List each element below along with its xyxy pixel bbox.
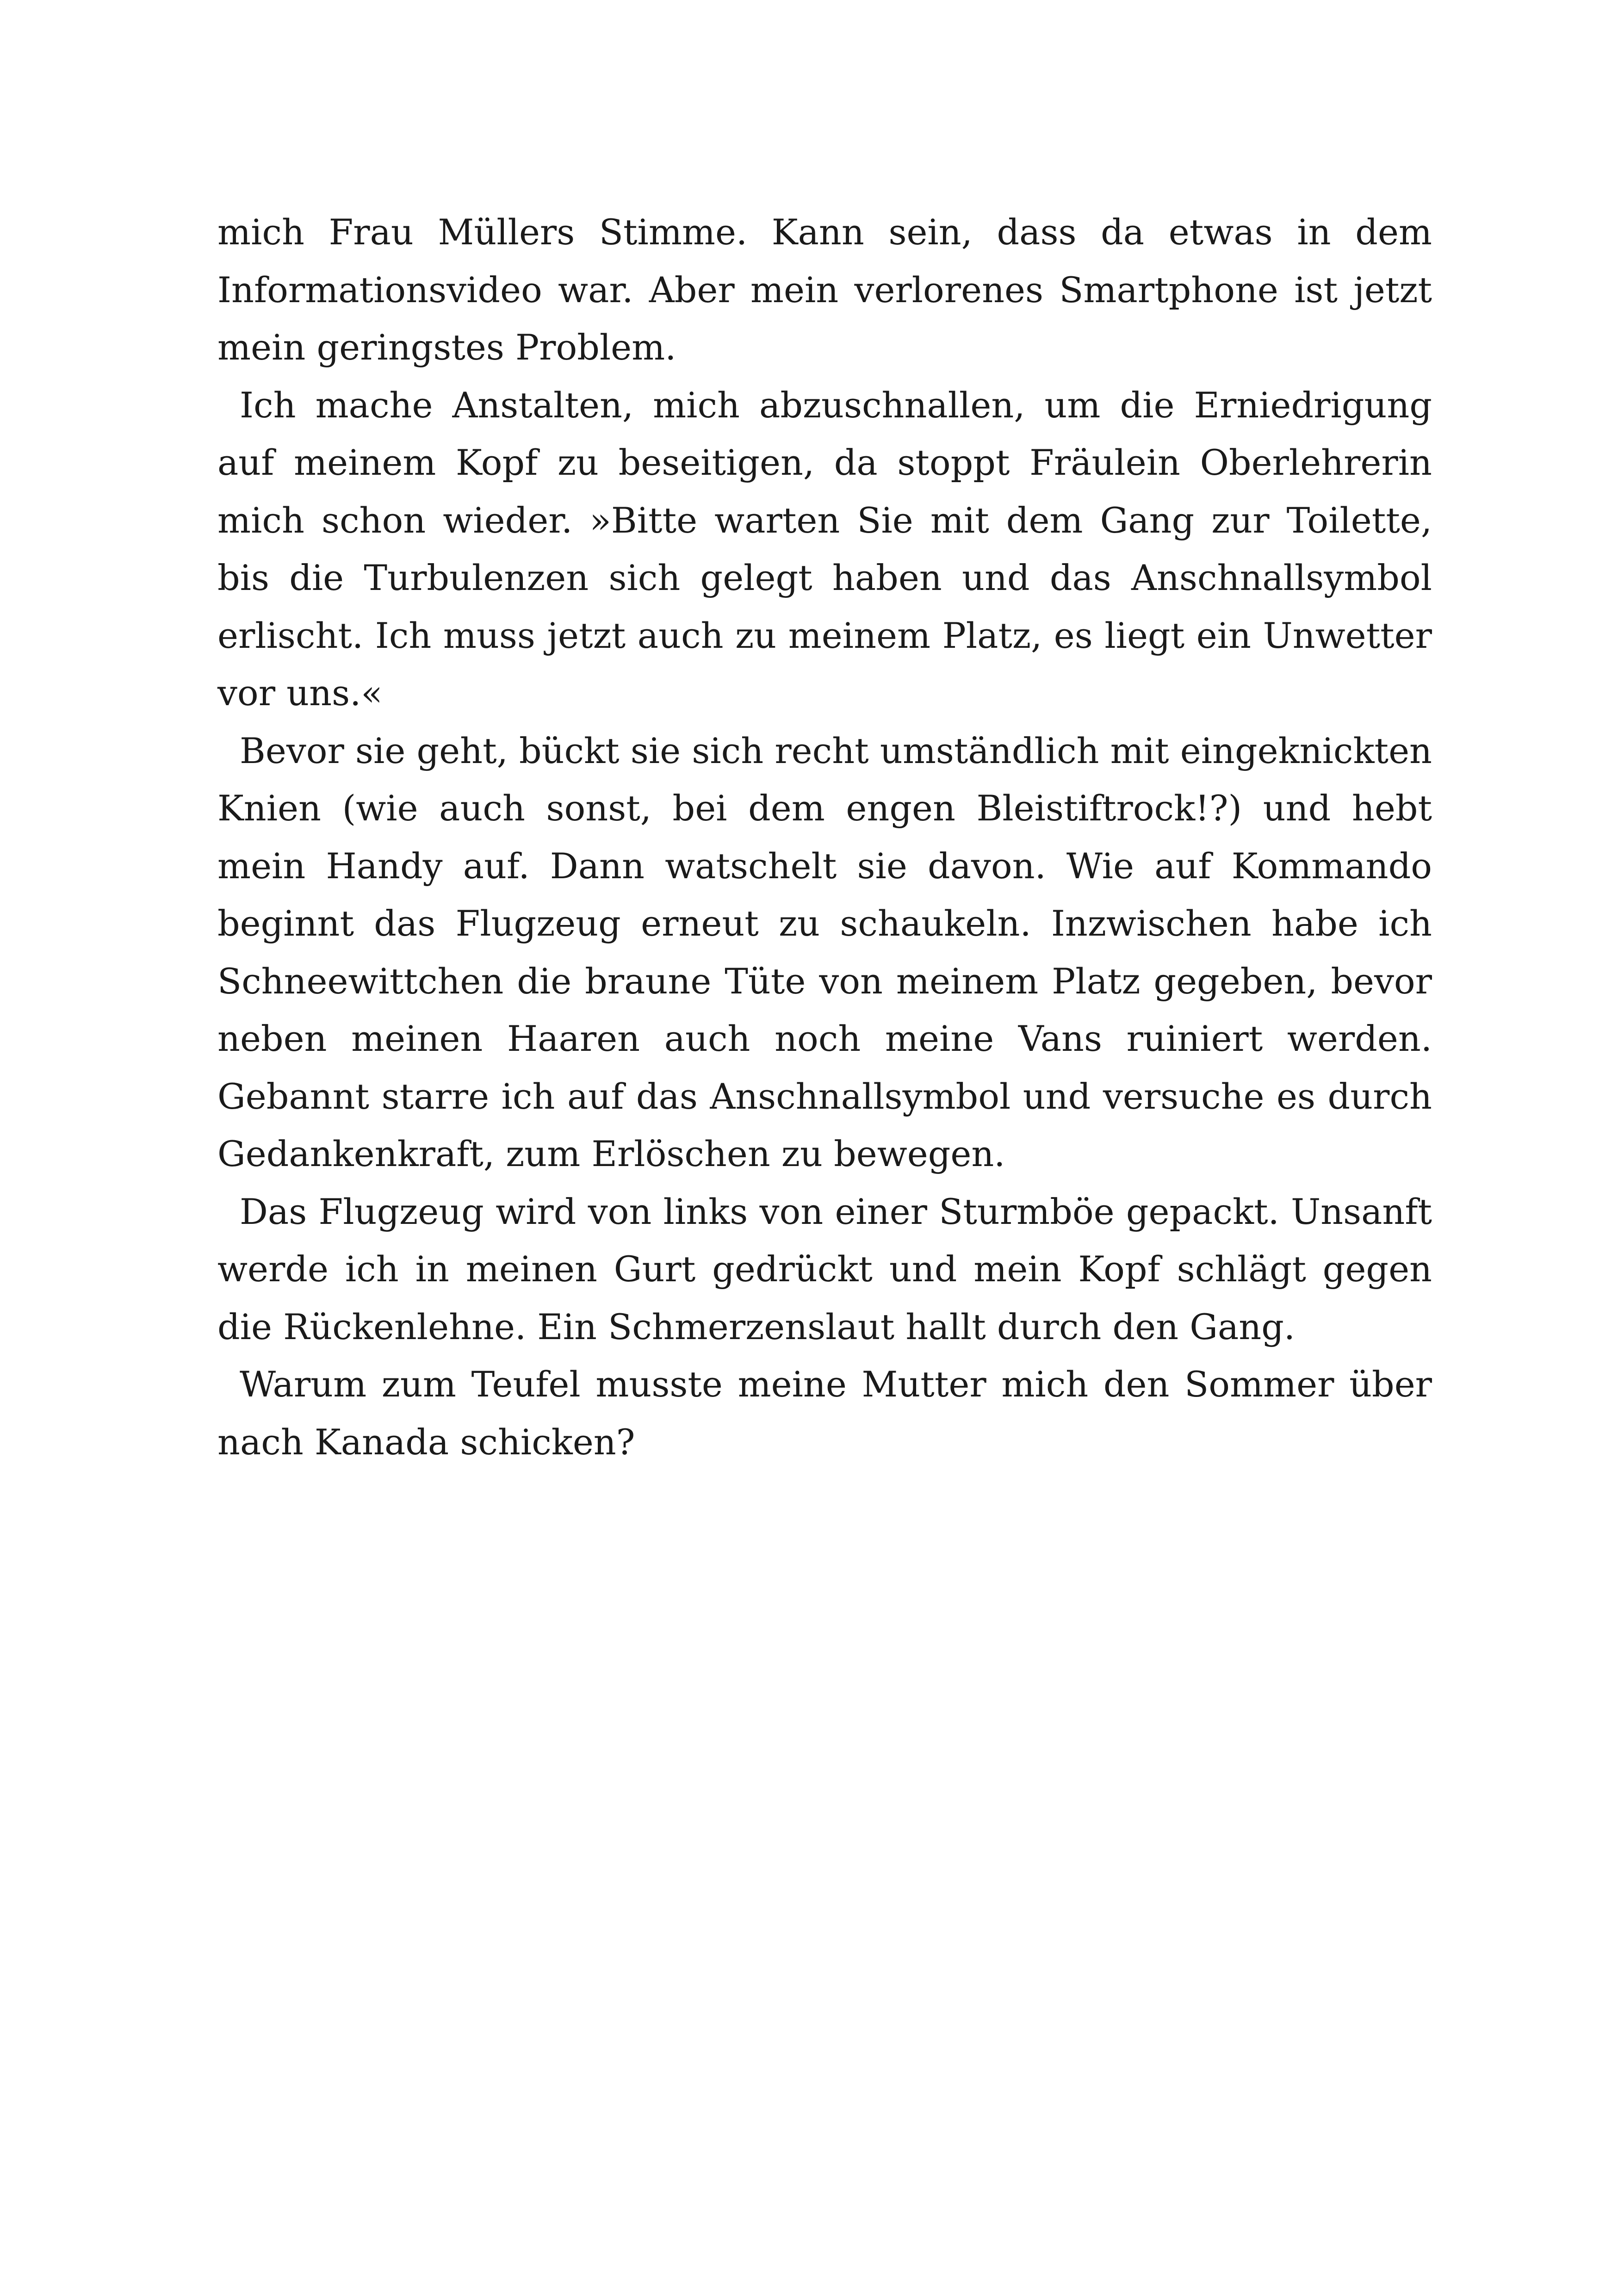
- paragraph-5: Warum zum Teufel musste meine Mutter mich den Sommer über nach Kanada schicken?: [217, 1364, 1432, 1463]
- paragraph-4: Das Flugzeug wird von links von einer Sturmböe gepackt. Unsanft werde ich in meinen Gurt gedrückt und mein Kopf schlägt gegen die Rückenlehne. Ein Schmerzenslaut hallt durch den Gang.: [217, 1191, 1432, 1347]
- paragraph-3: Bevor sie geht, bückt sie sich recht umständlich mit eingeknickten Knien (wie auch sonst, bei dem engen Bleistiftrock!?) und hebt mein Handy auf. Dann watschelt sie davon. Wie auf Kommando beginnt das Flugzeug erneut zu schaukeln. Inzwischen habe ich Schneewittchen die braune Tüte von meinem Platz gegeben, bevor neben meinen Haaren auch noch meine Vans ruiniert werden. Gebannt starre ich auf das Anschnallsymbol und versuche es durch Gedankenkraft, zum Erlöschen zu bewegen.: [217, 730, 1432, 1174]
- body-text: [217, 204, 1432, 1471]
- paragraph-2: Ich mache Anstalten, mich abzuschnallen, um die Erniedrigung auf meinem Kopf zu beseitigen, da stoppt Fräulein Oberlehrerin mich schon wieder. »Bitte warten Sie mit dem Gang zur Toilette, bis die Turbulenzen sich gelegt haben und das Anschnallsymbol erlischt. Ich muss jetzt auch zu meinem Platz, es liegt ein Unwetter vor uns.«: [217, 384, 1432, 714]
- paragraph-1: mich Frau Müllers Stimme. Kann sein, dass da etwas in dem Informationsvideo war. Aber mein verlorenes Smartphone ist jetzt mein geringstes Problem.: [217, 211, 1432, 368]
